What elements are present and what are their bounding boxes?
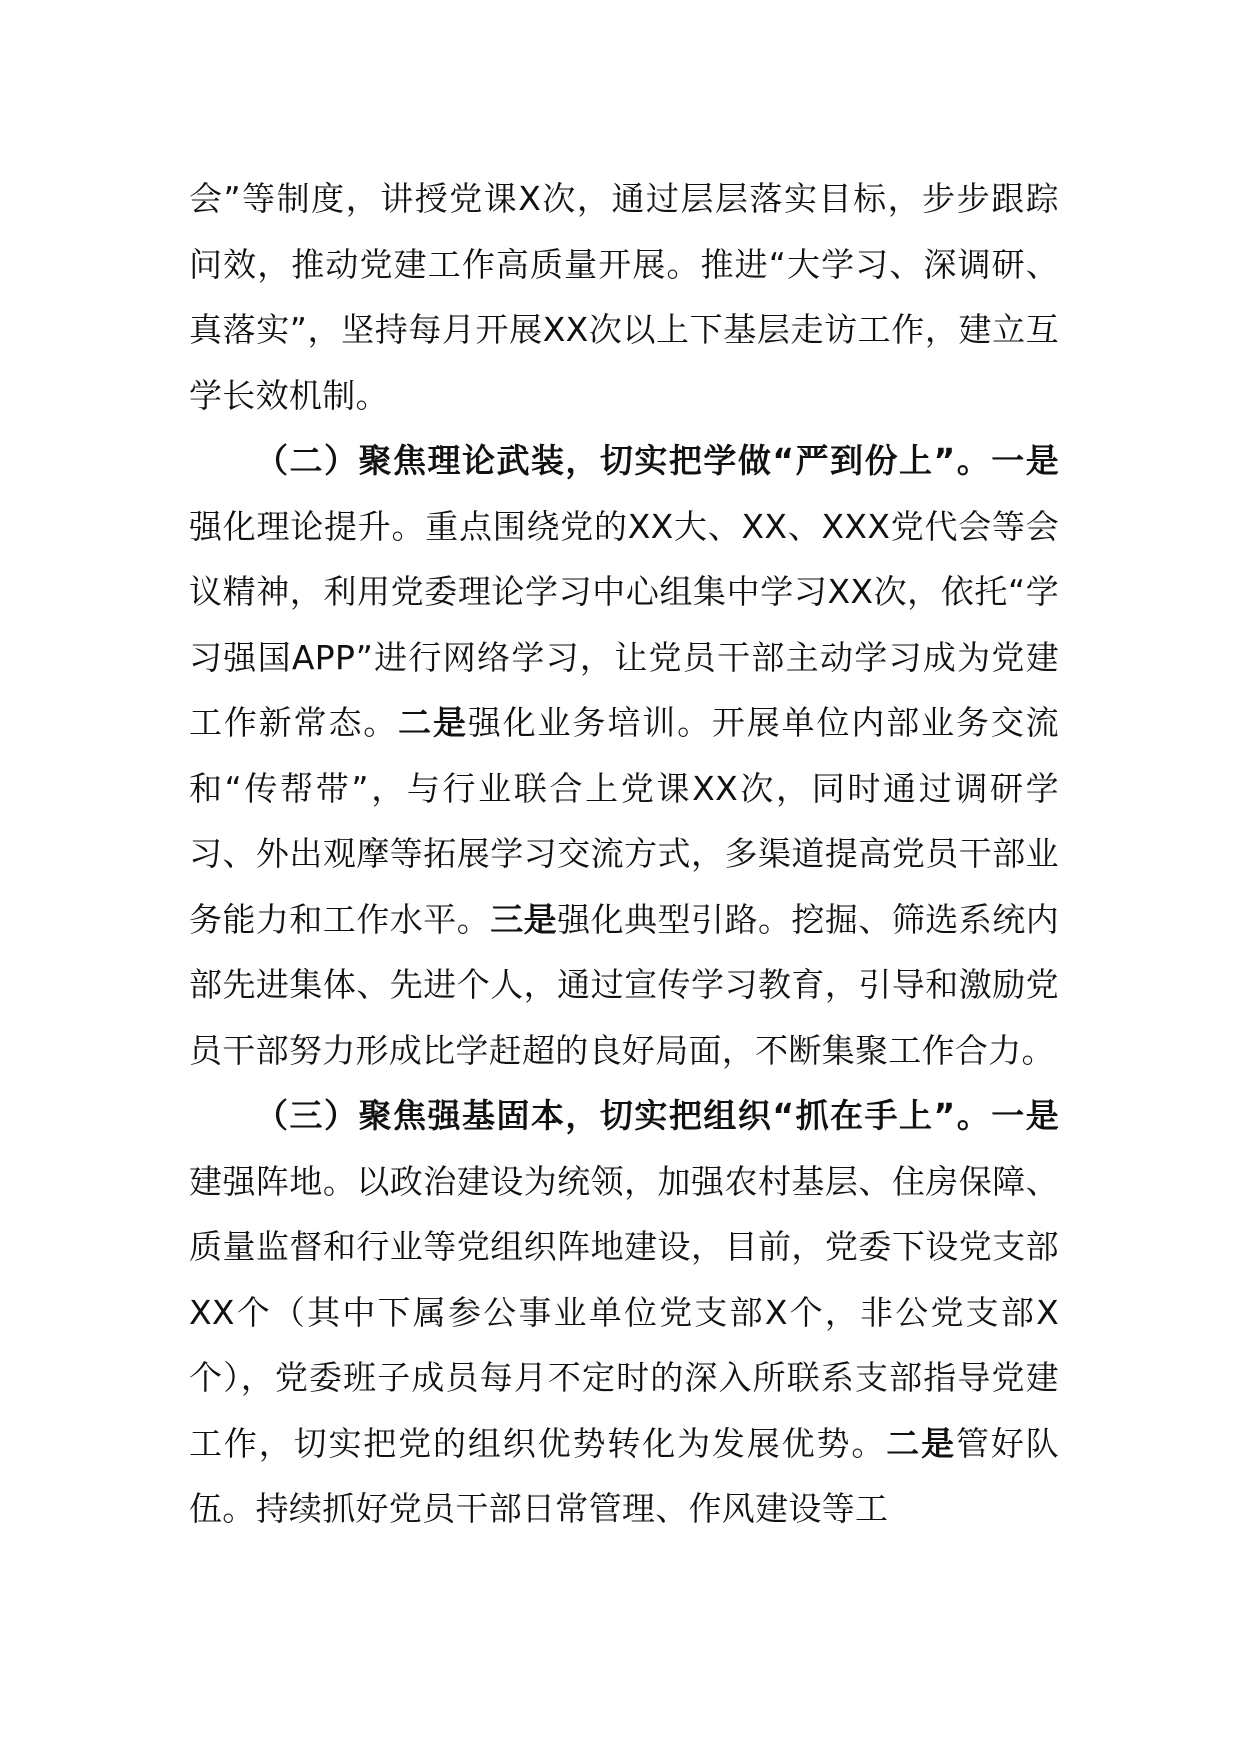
text-run: 强化理论提升。重点围绕党的XX大、XX、XXX党代会等会议精神，利用党委理论学习中心组集中学习XX次，依托“学习强国APP”进行网络学习，让党员干部主动学习成为党建工作新常态。 — [189, 506, 1059, 742]
bold-marker: 三是 — [490, 899, 558, 939]
paragraph-3 — [189, 1083, 1059, 1542]
bold-marker: 二是 — [398, 703, 468, 742]
text-run: 强化典型引路。挖掘、筛选系统内部先进集体、先进个人，通过宣传学习教育，引导和激励党员干部努力形成比学赶超的良好局面，不断集聚工作合力。 — [189, 899, 1060, 1070]
section-heading-3: （三）聚焦强基固本，切实把组织“抓在手上”。一是 — [255, 1096, 1059, 1135]
bold-marker: 二是 — [886, 1423, 956, 1463]
text-run: 会”等制度，讲授党课X次，通过层层落实目标，步步跟踪问效，推动党建工作高质量开展。推进“大学习、深调研、真落实”，坚持每月开展XX次以上下基层走访工作，建立互学长效机制。 — [189, 179, 1059, 415]
section-heading-2: （二）聚焦理论武装，切实把学做“严到份上”。一是 — [255, 441, 1059, 480]
text-run: 建强阵地。以政治建设为统领，加强农村基层、住房保障、质量监督和行业等党组织阵地建设，目前，党委下设党支部XX个（其中下属参公事业单位党支部X个，非公党支部X个），党委班子成员每月不定时的深入所联系支部指导党建工作，切实把党的组织优势转化为发展优势。 — [189, 1161, 1059, 1463]
paragraph-2 — [189, 428, 1059, 1083]
paragraph-1 — [189, 166, 1059, 428]
document-body — [189, 166, 1059, 1542]
text-run: 强化业务培训。开展单位内部业务交流和“传帮带”，与行业联合上党课XX次，同时通过调研学习、外出观摩等拓展学习交流方式，多渠道提高党员干部业务能力和工作水平。 — [189, 703, 1059, 939]
text-run: 管好队伍。持续抓好党员干部日常管理、作风建设等工 — [189, 1423, 1060, 1528]
